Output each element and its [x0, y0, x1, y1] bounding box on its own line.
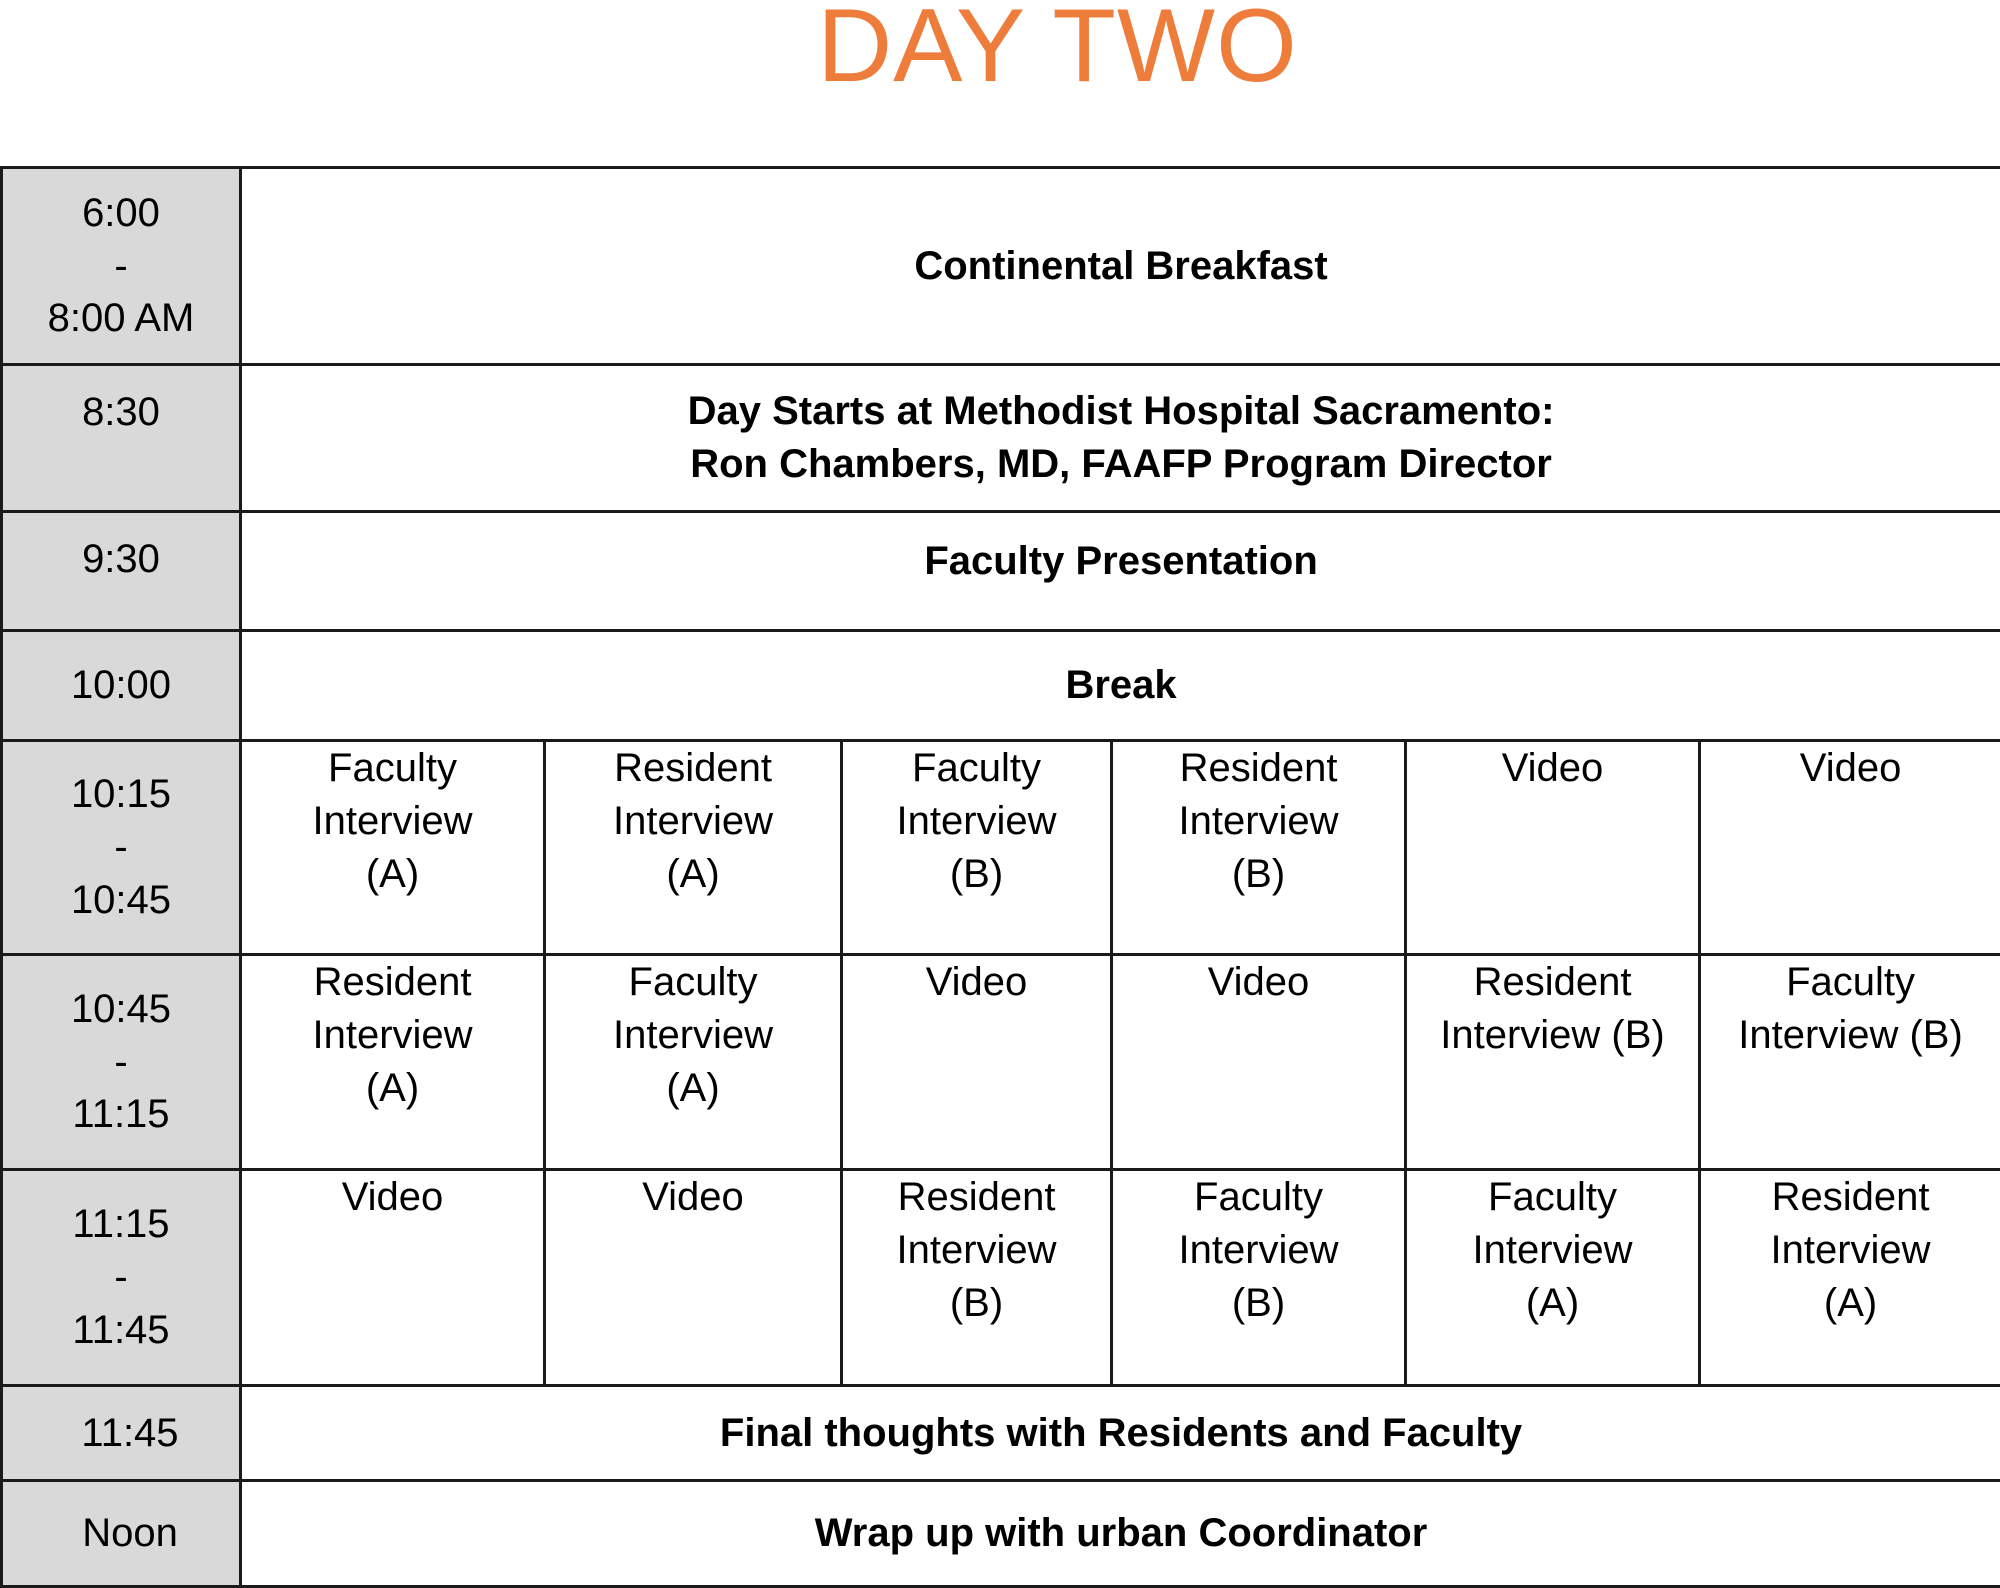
time-text: 11:15	[3, 1198, 239, 1251]
session-text: Interview	[242, 1009, 543, 1062]
session-cell	[545, 955, 842, 1170]
session-text: (A)	[546, 1062, 840, 1115]
time-text: -	[3, 821, 239, 874]
event-cell	[241, 365, 2000, 512]
page-title: DAY TWO	[0, 0, 2000, 101]
session-cell	[1112, 955, 1406, 1170]
event-cell	[241, 168, 2000, 365]
session-text: Interview	[1113, 1224, 1404, 1277]
session-cell	[545, 1170, 842, 1386]
session-text: Faculty	[242, 742, 543, 795]
session-text: Video	[1701, 742, 2000, 795]
schedule-row	[2, 168, 2000, 365]
event-title: Wrap up with urban Coordinator	[242, 1507, 2000, 1560]
session-text: (A)	[242, 848, 543, 901]
schedule-row	[2, 1170, 2000, 1386]
event-title: Break	[242, 659, 2000, 712]
session-cell	[1700, 955, 2000, 1170]
time-cell	[2, 955, 241, 1170]
time-text: 8:30	[3, 386, 239, 439]
session-cell	[241, 955, 545, 1170]
session-text: Interview	[1407, 1224, 1698, 1277]
time-cell	[2, 1386, 241, 1481]
time-text: 10:45	[3, 874, 239, 927]
session-cell	[1406, 741, 1700, 955]
session-text: Faculty	[1407, 1171, 1698, 1224]
session-text: Resident	[843, 1171, 1110, 1224]
session-text: (A)	[546, 848, 840, 901]
session-cell	[1406, 1170, 1700, 1386]
session-cell	[1112, 1170, 1406, 1386]
time-text: 10:15	[3, 768, 239, 821]
session-text: (B)	[843, 848, 1110, 901]
time-text: Noon	[21, 1507, 239, 1560]
time-cell	[2, 741, 241, 955]
time-text: 11:45	[3, 1304, 239, 1357]
time-text: -	[3, 240, 239, 293]
session-text: Video	[1113, 956, 1404, 1009]
session-text: Video	[546, 1171, 840, 1224]
event-title: Ron Chambers, MD, FAAFP Program Director	[242, 438, 2000, 491]
session-text: Resident	[242, 956, 543, 1009]
schedule-row	[2, 631, 2000, 741]
session-text: (A)	[1701, 1277, 2000, 1330]
session-text: Faculty	[843, 742, 1110, 795]
event-title: Continental Breakfast	[242, 240, 2000, 293]
session-text: Interview (B)	[1701, 1009, 2000, 1062]
schedule-row	[2, 741, 2000, 955]
time-cell	[2, 168, 241, 365]
session-text: Video	[1407, 742, 1698, 795]
time-text: 10:45	[3, 983, 239, 1036]
time-cell	[2, 1170, 241, 1386]
time-text: -	[3, 1036, 239, 1089]
session-text: Video	[843, 956, 1110, 1009]
time-cell	[2, 365, 241, 512]
session-text: (B)	[1113, 848, 1404, 901]
schedule-table	[0, 166, 2000, 1588]
event-title: Final thoughts with Residents and Faculty	[242, 1407, 2000, 1460]
session-text: Interview	[1701, 1224, 2000, 1277]
event-cell	[241, 512, 2000, 631]
session-text: (A)	[1407, 1277, 1698, 1330]
time-cell	[2, 631, 241, 741]
session-text: Resident	[1701, 1171, 2000, 1224]
session-cell	[241, 741, 545, 955]
session-text: Interview	[1113, 795, 1404, 848]
session-cell	[842, 741, 1112, 955]
session-text: Faculty	[1701, 956, 2000, 1009]
event-cell	[241, 1481, 2000, 1587]
time-text: 6:00	[3, 187, 239, 240]
session-cell	[1700, 1170, 2000, 1386]
session-text: Interview	[242, 795, 543, 848]
session-cell	[1700, 741, 2000, 955]
time-text: 10:00	[3, 659, 239, 712]
session-cell	[545, 741, 842, 955]
session-cell	[1112, 741, 1406, 955]
session-cell	[1406, 955, 1700, 1170]
time-text: 11:15	[3, 1088, 239, 1141]
session-text: (B)	[843, 1277, 1110, 1330]
session-text: (A)	[242, 1062, 543, 1115]
session-text: Faculty	[1113, 1171, 1404, 1224]
session-text: Resident	[546, 742, 840, 795]
session-cell	[241, 1170, 545, 1386]
event-title: Day Starts at Methodist Hospital Sacramento:	[242, 385, 2000, 438]
time-text: -	[3, 1251, 239, 1304]
session-text: Interview	[843, 795, 1110, 848]
session-text: Interview	[546, 795, 840, 848]
schedule-row	[2, 1481, 2000, 1587]
schedule-row	[2, 955, 2000, 1170]
session-cell	[842, 1170, 1112, 1386]
schedule-row	[2, 365, 2000, 512]
time-text: 11:45	[21, 1407, 239, 1460]
session-text: Faculty	[546, 956, 840, 1009]
session-text: Interview (B)	[1407, 1009, 1698, 1062]
session-text: Interview	[546, 1009, 840, 1062]
event-cell	[241, 631, 2000, 741]
schedule-row	[2, 1386, 2000, 1481]
schedule-row	[2, 512, 2000, 631]
session-text: Resident	[1407, 956, 1698, 1009]
session-text: Interview	[843, 1224, 1110, 1277]
time-cell	[2, 1481, 241, 1587]
time-text: 8:00 AM	[3, 292, 239, 345]
session-cell	[842, 955, 1112, 1170]
session-text: Video	[242, 1171, 543, 1224]
event-cell	[241, 1386, 2000, 1481]
session-text: Resident	[1113, 742, 1404, 795]
session-text: (B)	[1113, 1277, 1404, 1330]
event-title: Faculty Presentation	[242, 535, 2000, 588]
time-text: 9:30	[3, 533, 239, 586]
time-cell	[2, 512, 241, 631]
